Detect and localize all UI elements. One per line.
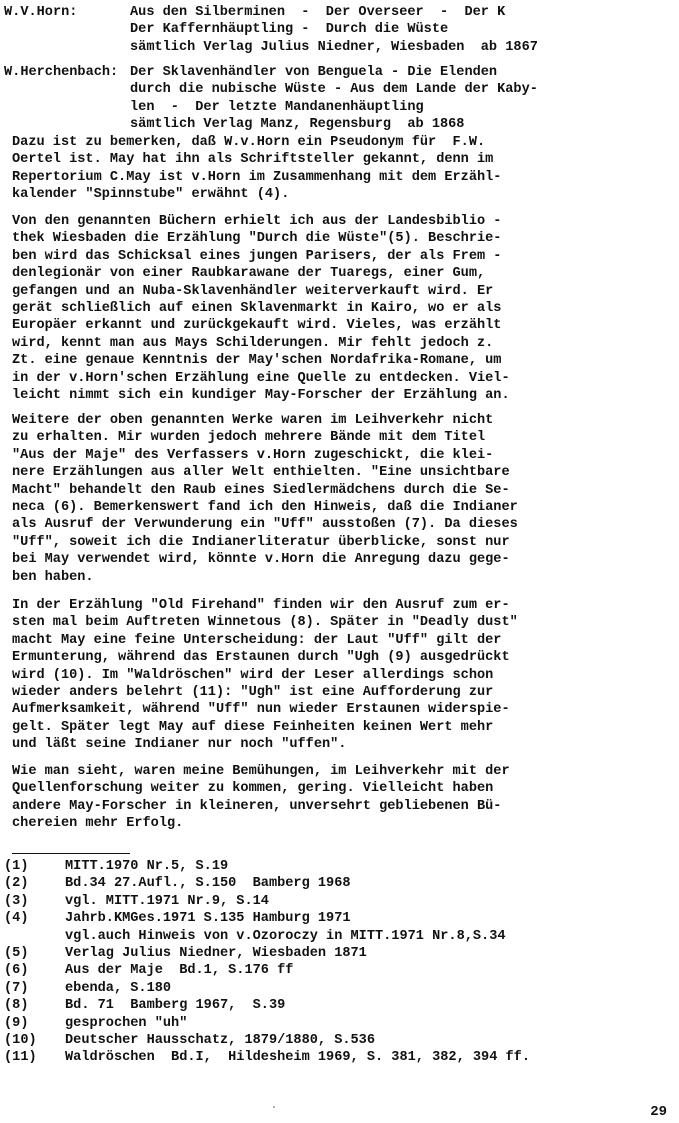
footnote-text: Verlag Julius Niedner, Wiesbaden 1871 [65, 945, 367, 961]
text-line: kalender "Spinnstube" erwähnt (4). [12, 187, 290, 203]
footnote-number: (10) [4, 1032, 37, 1048]
footnote-divider [12, 853, 130, 854]
footnote-text: Aus der Maje Bd.1, S.176 ff [65, 963, 294, 979]
text-line: Repertorium C.May ist v.Horn im Zusammenhang mit dem Erzähl- [12, 169, 502, 185]
text-line: leicht nimmt sich ein kundiger May-Forscher der Erzählung an. [12, 388, 510, 404]
text-line: thek Wiesbaden die Erzählung "Durch die Wüste"(5). Beschrie- [12, 231, 502, 247]
text-line: Von den genannten Büchern erhielt ich aus der Landesbiblio - [12, 214, 502, 229]
text-line: ben wird das Schicksal eines jungen Parisers, der als Frem - [12, 248, 502, 264]
works-line: durch die nubische Wüste - Aus dem Lande der Kaby- [130, 82, 538, 98]
text-line: wird, kennt man aus Mays Schilderungen. Mir fehlt jedoch z. [12, 335, 494, 351]
text-line: gelt. Später legt May auf diese Feinheiten keinen Wert mehr [12, 719, 494, 735]
text-line: andere May-Forscher in kleineren, unversehrt gebliebenen Bü- [12, 798, 502, 814]
footnote-text: Waldröschen Bd.I, Hildesheim 1969, S. 381, 382, 394 ff. [65, 1050, 530, 1066]
text-line: denlegionär von einer Raubkarawane der Tuaregs, einer Gum, [12, 266, 486, 282]
text-line: gefangen und an Nuba-Sklavenhändler weiterverkauft wird. Er [12, 283, 494, 299]
text-line: macht May eine feine Unterscheidung: der Laut "Uff" gilt der [12, 632, 502, 648]
footnote-number: (6) [4, 963, 29, 979]
text-line: neca (6). Bemerkenswert fand ich den Hinweis, daß die Indianer [12, 500, 518, 516]
text-line: Oertel ist. May hat ihn als Schriftsteller gekannt, denn im [12, 152, 494, 168]
footnote-number: (9) [4, 1015, 29, 1031]
text-line: Europäer erkannt und zurückgekauft wird. Vieles, was erzählt [12, 318, 502, 334]
author-name: W.V.Horn: [4, 5, 78, 20]
works-line: sämtlich Verlag Manz, Regensburg ab 1868 [130, 117, 465, 133]
footnote-number: (8) [4, 998, 29, 1014]
text-line: in der v.Horn'schen Erzählung eine Quelle zu entdecken. Viel- [12, 370, 510, 386]
text-line: bei May verwendet wird, könnte v.Horn die Anregung dazu gege- [12, 552, 510, 568]
text-line: Wie man sieht, waren meine Bemühungen, im Leihverkehr mit der [12, 764, 510, 779]
works-line: Der Sklavenhändler von Benguela - Die Elenden [130, 65, 498, 80]
works-line: sämtlich Verlag Julius Niedner, Wiesbaden ab 1867 [130, 39, 538, 55]
footnote-number: (7) [4, 980, 29, 996]
works-list [130, 64, 538, 134]
text-line: ben haben. [12, 569, 94, 585]
footnote-text: gesprochen "uh" [65, 1015, 188, 1031]
footnote-text: Bd. 71 Bamberg 1967, S.39 [65, 998, 286, 1014]
text-line: Macht" behandelt den Raub eines Siedlermädchens durch die Se- [12, 482, 510, 498]
footnote-text: Jahrb.KMGes.1971 S.135 Hamburg 1971 [65, 911, 351, 927]
footnote-number: (3) [4, 893, 29, 909]
paragraph-uff-ugh [12, 597, 676, 754]
footnote-text: vgl. MITT.1971 Nr.9, S.14 [65, 893, 269, 909]
text-line: Aufmerksamkeit, während "Uff" nun wieder Erstaunen widerspie- [12, 702, 510, 718]
footnote-text: ebenda, S.180 [65, 980, 172, 996]
text-line: gerät schließlich auf einen Sklavenmarkt in Kairo, wo er als [12, 301, 502, 317]
text-line: zu erhalten. Mir wurden jedoch mehrere Bände mit dem Titel [12, 430, 486, 446]
text-line: sten mal beim Auftreten Winnetous (8). Später in "Deadly dust" [12, 615, 518, 631]
text-line: chereien mehr Erfolg. [12, 816, 184, 832]
footnote-number: (2) [4, 876, 29, 892]
text-line: wieder anders belehrt (11): "Ugh" ist eine Aufforderung zur [12, 685, 494, 701]
footnote-number: (1) [4, 859, 29, 874]
footnote-text: Bd.34 27.Aufl., S.150 Bamberg 1968 [65, 876, 351, 892]
paragraph-pseudonym [12, 134, 676, 204]
footnote-number: (5) [4, 945, 29, 961]
works-list [130, 4, 538, 56]
text-line: nere Erzählungen aus aller Welt enthielten. "Eine unsichtbare [12, 465, 510, 481]
footnote-text: MITT.1970 Nr.5, S.19 [65, 859, 229, 874]
footnote-text: Deutscher Hausschatz, 1879/1880, S.536 [65, 1032, 375, 1048]
text-line: "Aus der Maje" des Verfassers v.Horn zugeschickt, die klei- [12, 447, 494, 463]
works-line: len - Der letzte Mandanenhäuptling [130, 99, 424, 115]
footnote-text: vgl.auch Hinweis von v.Ozoroczy in MITT.1971 Nr.8,S.34 [65, 928, 506, 944]
works-line: Der Kaffernhäuptling - Durch die Wüste [130, 22, 449, 38]
footnote-number: (4) [4, 911, 29, 927]
author-name: W.Herchenbach: [4, 65, 119, 80]
text-line: Dazu ist zu bemerken, daß W.v.Horn ein Pseudonym für F.W. [12, 135, 486, 150]
scan-speck [273, 1106, 275, 1108]
text-line: als Ausruf der Verwunderung ein "Uff" ausstoßen (7). Da dieses [12, 517, 518, 533]
text-line: In der Erzählung "Old Firehand" finden wir den Ausruf zum er- [12, 598, 510, 613]
text-line: wird (10). Im "Waldröschen" wird der Leser allerdings schon [12, 667, 494, 683]
text-line: Ermunterung, während das Erstaunen durch "Ugh (9) ausgedrückt [12, 650, 510, 666]
text-line: Zt. eine genaue Kenntnis der May'schen Nordafrika-Romane, um [12, 353, 502, 369]
text-line: Weitere der oben genannten Werke waren im Leihverkehr nicht [12, 413, 494, 428]
paragraph-conclusion [12, 763, 676, 833]
paragraph-aus-der-maje [12, 412, 676, 586]
text-line: und läßt seine Indianer nur noch "uffen". [12, 737, 347, 753]
page-number: 29 [650, 1104, 667, 1120]
text-line: Quellenforschung weiter zu kommen, gering. Vielleicht haben [12, 781, 494, 797]
text-line: "Uff", soweit ich die Indianerliteratur überblicke, sonst nur [12, 534, 510, 550]
works-line: Aus den Silberminen - Der Overseer - Der K [130, 5, 506, 20]
paragraph-durch-die-wueste [12, 213, 676, 404]
footnote-number: (11) [4, 1050, 37, 1066]
